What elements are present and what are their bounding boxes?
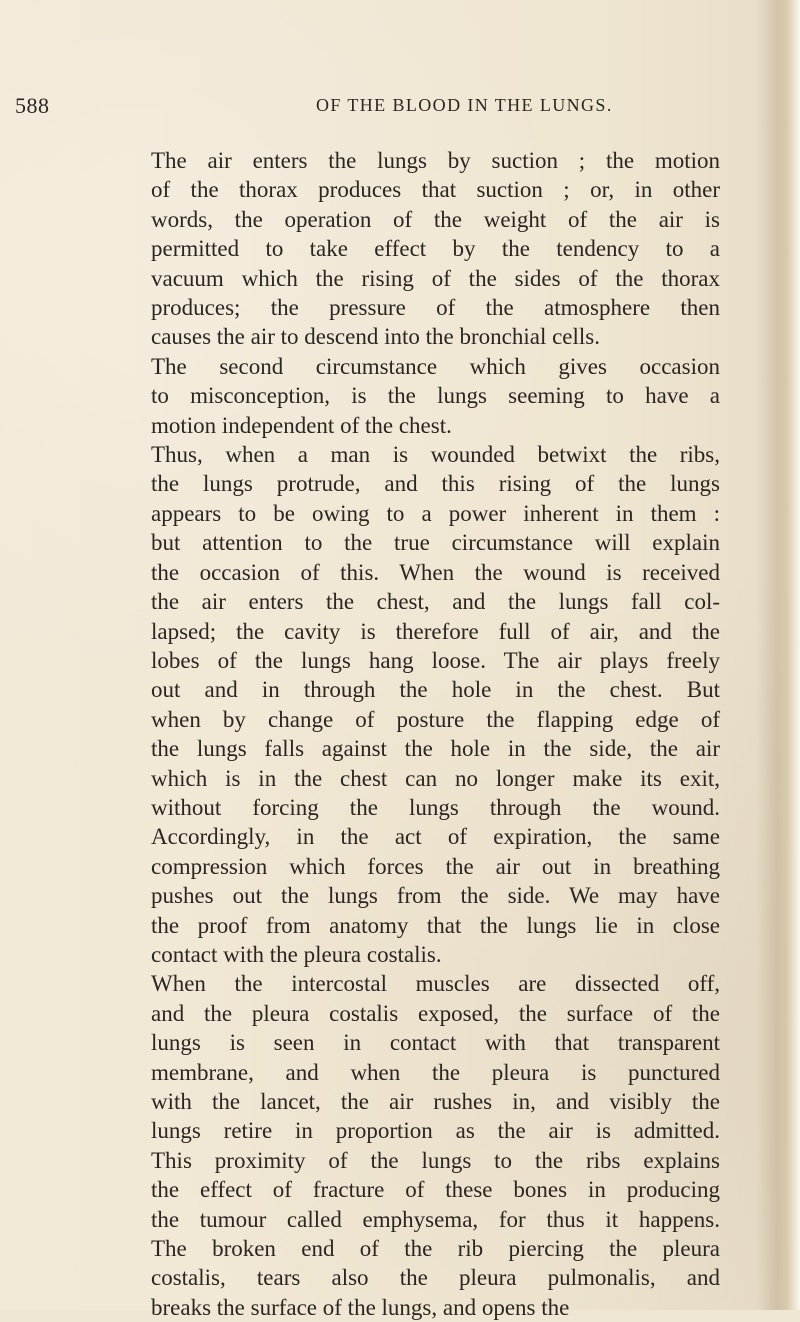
page-number: 588 bbox=[15, 93, 50, 118]
text-line: without forcing the lungs through the wound. bbox=[151, 794, 720, 820]
text-line: the air enters the chest, and the lungs fall col- bbox=[151, 589, 720, 615]
running-header: OF THE BLOOD IN THE LUNGS. bbox=[316, 95, 613, 115]
text-line: motion independent of the chest. bbox=[151, 412, 452, 438]
text-line: When the intercostal muscles are dissected off, bbox=[151, 971, 720, 997]
text-line: when by change of posture the flapping edge of bbox=[151, 706, 720, 732]
text-line: causes the air to descend into the bronchial cells. bbox=[151, 324, 600, 350]
text-line: The broken end of the rib piercing the pleura bbox=[151, 1236, 720, 1262]
text-line: vacuum which the rising of the sides of the thorax bbox=[151, 265, 720, 291]
text-line: the occasion of this. When the wound is received bbox=[151, 559, 720, 585]
text-line: produces; the pressure of the atmosphere then bbox=[151, 295, 720, 321]
text-line: permitted to take effect by the tendency to a bbox=[151, 236, 720, 262]
binding-gutter bbox=[756, 0, 800, 1310]
text-line: the proof from anatomy that the lungs lie in close bbox=[151, 912, 720, 938]
text-line: lapsed; the cavity is therefore full of air, and the bbox=[151, 618, 720, 644]
text-line: Thus, when a man is wounded betwixt the ribs, bbox=[151, 442, 720, 468]
text-line: costalis, tears also the pleura pulmonalis, and bbox=[151, 1265, 720, 1291]
body-text bbox=[151, 146, 720, 1322]
text-line: breaks the surface of the lungs, and opens the bbox=[151, 1294, 570, 1320]
text-line: but attention to the true circumstance will explain bbox=[151, 530, 720, 556]
text-line: lungs retire in proportion as the air is admitted. bbox=[151, 1118, 720, 1144]
text-line: lobes of the lungs hang loose. The air plays freely bbox=[151, 647, 720, 673]
text-line: the effect of fracture of these bones in producing bbox=[151, 1177, 720, 1203]
text-line: words, the operation of the weight of the air is bbox=[151, 206, 720, 232]
text-line: This proximity of the lungs to the ribs explains bbox=[151, 1147, 720, 1173]
text-line: of the thorax produces that suction ; or, in other bbox=[151, 177, 720, 203]
text-line: compression which forces the air out in breathing bbox=[151, 853, 720, 879]
text-line: Accordingly, in the act of expiration, the same bbox=[151, 824, 720, 850]
text-line: the lungs protrude, and this rising of the lungs bbox=[151, 471, 720, 497]
text-line: which is in the chest can no longer make its exit, bbox=[151, 765, 720, 791]
text-line: appears to be owing to a power inherent in them : bbox=[151, 500, 720, 526]
text-line: the tumour called emphysema, for thus it happens. bbox=[151, 1206, 720, 1232]
text-line: the lungs falls against the hole in the side, the air bbox=[151, 736, 720, 762]
text-line: lungs is seen in contact with that transparent bbox=[151, 1030, 720, 1056]
text-line: The second circumstance which gives occasion bbox=[151, 353, 720, 379]
text-line: contact with the pleura costalis. bbox=[151, 941, 442, 967]
text-line: membrane, and when the pleura is punctured bbox=[151, 1059, 720, 1085]
text-line: The air enters the lungs by suction ; the motion bbox=[151, 148, 720, 173]
text-line: to misconception, is the lungs seeming to have a bbox=[151, 383, 720, 409]
text-line: out and in through the hole in the chest. But bbox=[151, 677, 720, 703]
text-line: and the pleura costalis exposed, the surface of the bbox=[151, 1000, 720, 1026]
text-line: pushes out the lungs from the side. We may have bbox=[151, 883, 720, 909]
text-line: with the lancet, the air rushes in, and visibly the bbox=[151, 1089, 720, 1114]
